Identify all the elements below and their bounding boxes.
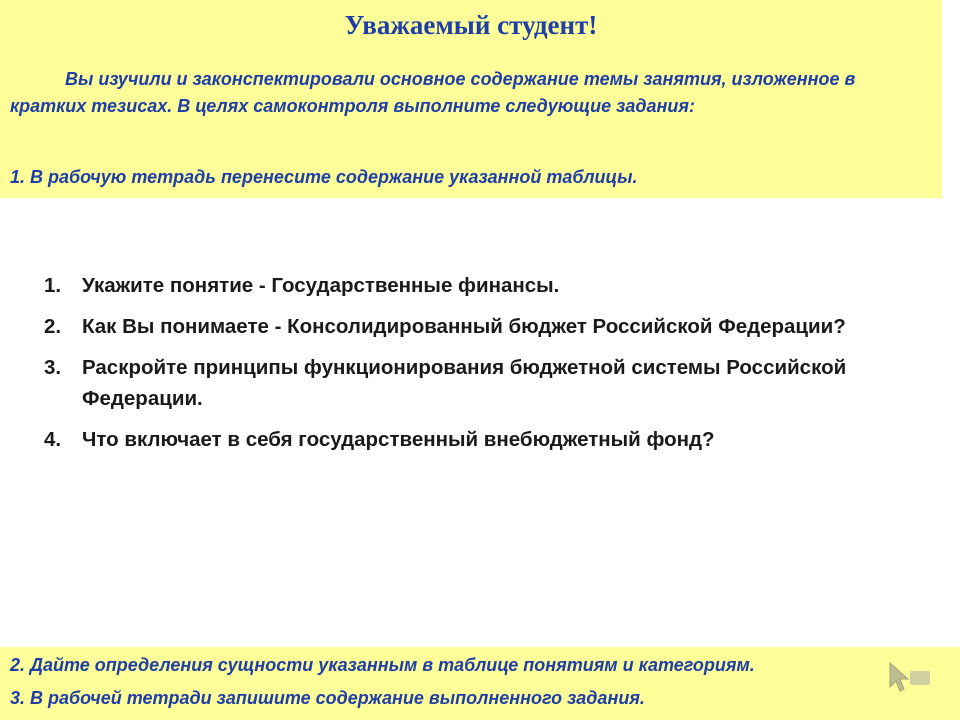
cursor-watermark-icon (884, 661, 932, 695)
page-title: Уважаемый студент! (344, 10, 598, 40)
task-3-text: 3. В рабочей тетради запишите содержание выполненного задания. (10, 688, 645, 708)
question-text: Что включает в себя государственный внебюджетный фонд? (82, 428, 715, 451)
intro-text: Вы изучили и законспектировали основное содержание темы занятия, изложенное в кратких тезисах. В целях самоконтроля выполните следующие задания: (10, 69, 856, 116)
question-number: 3. (44, 356, 62, 379)
task-1-text: 1. В рабочую тетрадь перенесите содержание указанной таблицы. (10, 167, 638, 187)
question-number: 1. (44, 274, 62, 297)
question-item (44, 311, 924, 342)
question-item (44, 352, 924, 414)
question-text: Как Вы понимаете - Консолидированный бюджет Российской Федерации? (82, 315, 846, 338)
questions-list (44, 270, 924, 465)
task-2-text: 2. Дайте определения сущности указанным в таблице понятиям и категориям. (10, 655, 755, 675)
question-number: 2. (44, 315, 62, 338)
question-number: 4. (44, 428, 62, 451)
question-item (44, 270, 924, 301)
question-item (44, 424, 924, 455)
question-text: Укажите понятие - Государственные финансы. (82, 274, 560, 297)
question-text: Раскройте принципы функционирования бюджетной системы Российской Федерации. (82, 356, 847, 410)
